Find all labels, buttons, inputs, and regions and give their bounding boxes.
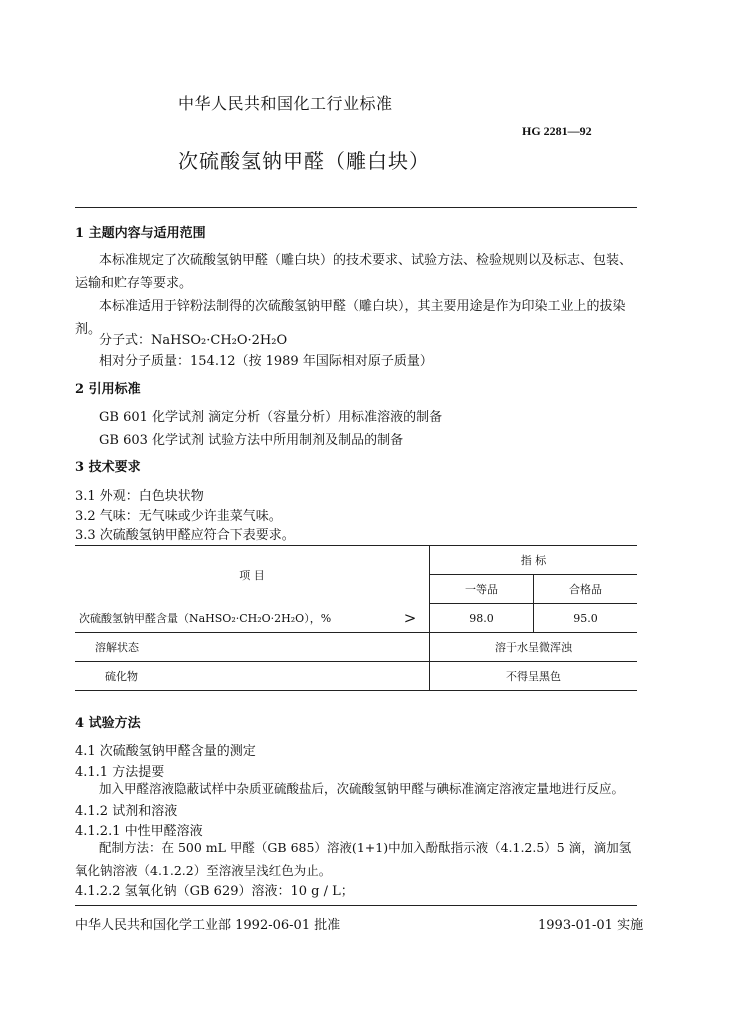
sulfide-value: 不得呈黑色	[430, 662, 638, 691]
table-row	[75, 662, 637, 691]
subsection-4-1-2: 4.1.2 试剂和溶液	[75, 804, 178, 819]
grade-first-class: 一等品	[430, 575, 534, 604]
reference-gb601: GB 601 化学试剂 滴定分析（容量分析）用标准溶液的制备	[99, 410, 443, 425]
item-header: 项 目	[75, 546, 430, 604]
section-4-heading: 4 试验方法	[75, 716, 141, 731]
table-row	[75, 604, 637, 633]
method-summary-text: 加入甲醛溶液隐蔽试样中杂质亚硫酸盐后，次硫酸氢钠甲醛与碘标准滴定溶液定量地进行反应。	[99, 781, 625, 796]
section-2-heading: 2 引用标准	[75, 382, 141, 397]
item-3-1-appearance: 3.1 外观：白色块状物	[75, 489, 204, 504]
header-rule	[75, 207, 637, 208]
reference-gb603: GB 603 化学试剂 试验方法中所用制剂及制品的制备	[99, 433, 404, 448]
neutral-formaldehyde-prep-text: 配制方法：在 500 mL 甲醛（GB 685）溶液(1+1)中加入酚酞指示液（4.1.2.5）5 滴，滴加氢氧化钠溶液（4.1.2.2）至溶液呈浅红色为止。	[75, 840, 632, 878]
subsection-4-1-2-2: 4.1.2.2 氢氧化钠（GB 629）溶液：10 g / L；	[75, 884, 354, 899]
section-1-heading: 1 主题内容与适用范围	[75, 226, 206, 241]
section-3-heading: 3 技术要求	[75, 460, 141, 475]
item-3-3-requirements: 3.3 次硫酸氢钠甲醛应符合下表要求。	[75, 528, 295, 543]
standard-category: 中华人民共和国化工行业标准	[178, 94, 393, 113]
molecular-formula: 分子式：NaHSO₂·CH₂O·2H₂O	[99, 333, 288, 348]
section-1-paragraph-2: 本标准适用于锌粉法制得的次硫酸氢钠甲醛（雕白块），其主要用途是作为印染工业上的拔染剂。	[75, 299, 626, 337]
row-sulfide-label: 硫化物	[75, 662, 430, 691]
grade-qualified: 合格品	[534, 575, 638, 604]
approval-line: 中华人民共和国化学工业部 1992-06-01 批准	[75, 918, 341, 933]
item-3-2-odor: 3.2 气味：无气味或少许韭菜气味。	[75, 509, 282, 524]
footer-rule	[75, 905, 637, 906]
greater-than-sign: >	[391, 604, 430, 633]
molecular-mass: 相对分子质量：154.12（按 1989 年国际相对原子质量）	[99, 354, 433, 369]
subsection-4-1-2-1: 4.1.2.1 中性甲醛溶液	[75, 824, 203, 839]
table-row	[75, 633, 637, 662]
content-qualified-value: 95.0	[534, 604, 638, 633]
content-first-class-value: 98.0	[430, 604, 534, 633]
section-1-paragraph-1: 本标准规定了次硫酸氢钠甲醛（雕白块）的技术要求、试验方法、检验规则以及标志、包装、运输和贮存等要求。	[75, 253, 633, 291]
effective-date: 1993-01-01 实施	[538, 918, 644, 933]
row-content-label: 次硫酸氢钠甲醛含量（NaHSO₂·CH₂O·2H₂O），%	[75, 604, 391, 633]
requirements-table	[75, 545, 637, 691]
standard-code: HG 2281—92	[522, 124, 592, 138]
dissolution-value: 溶于水呈微浑浊	[430, 633, 638, 662]
subsection-4-1-1: 4.1.1 方法提要	[75, 765, 165, 780]
document-title: 次硫酸氢钠甲醛（雕白块）	[178, 149, 430, 173]
subsection-4-1: 4.1 次硫酸氢钠甲醛含量的测定	[75, 744, 256, 759]
index-header: 指 标	[430, 546, 638, 575]
table-header-row	[75, 546, 637, 575]
row-dissolution-label: 溶解状态	[75, 633, 430, 662]
